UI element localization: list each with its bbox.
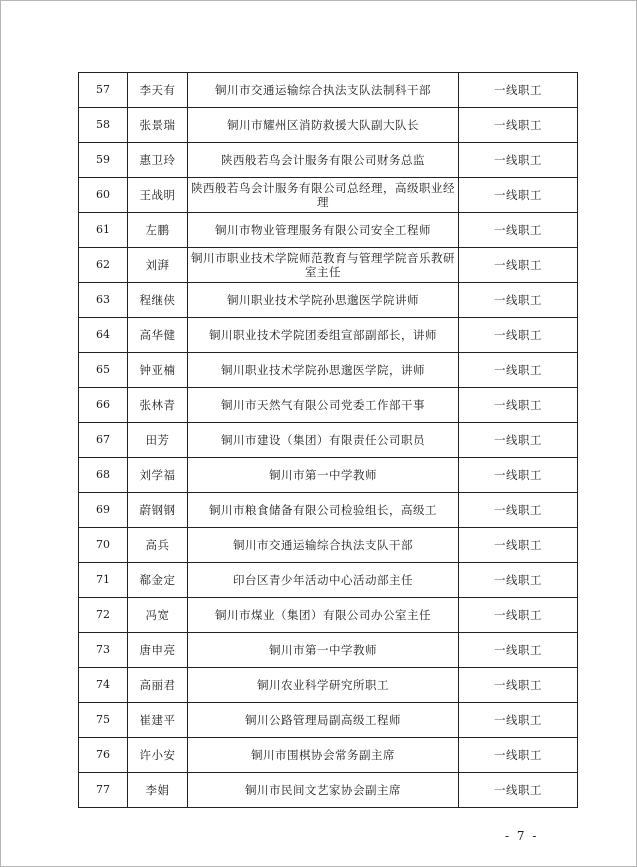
person-name: 张林青 [128,388,188,423]
row-number: 74 [79,668,128,703]
work-unit-and-title: 铜川市民间文艺家协会副主席 [188,773,459,808]
person-name: 蔚钢钢 [128,493,188,528]
table-row [79,738,578,773]
work-unit-and-title: 铜川农业科学研究所职工 [188,668,459,703]
table-row [79,563,578,598]
category: 一线职工 [459,528,578,563]
roster-table-body [79,73,578,808]
table-row [79,493,578,528]
category: 一线职工 [459,73,578,108]
table-row [79,458,578,493]
person-name: 李天有 [128,73,188,108]
table-row [79,143,578,178]
table-row [79,73,578,108]
person-name: 程继侠 [128,283,188,318]
table-row [79,703,578,738]
category: 一线职工 [459,703,578,738]
person-name: 钟亚楠 [128,353,188,388]
work-unit-and-title: 铜川市耀州区消防救援大队副大队长 [188,108,459,143]
page-number: - 7 - [505,829,539,843]
work-unit-and-title: 铜川市建设（集团）有限责任公司职员 [188,423,459,458]
table-row [79,773,578,808]
category: 一线职工 [459,668,578,703]
work-unit-and-title: 铜川市物业管理服务有限公司安全工程师 [188,213,459,248]
category: 一线职工 [459,388,578,423]
work-unit-and-title: 铜川市交通运输综合执法支队法制科干部 [188,73,459,108]
category: 一线职工 [459,598,578,633]
work-unit-and-title: 陕西般若鸟会计服务有限公司财务总监 [188,143,459,178]
category: 一线职工 [459,633,578,668]
category: 一线职工 [459,178,578,213]
row-number: 71 [79,563,128,598]
table-row [79,388,578,423]
work-unit-and-title: 铜川市第一中学教师 [188,458,459,493]
person-name: 崔建平 [128,703,188,738]
row-number: 75 [79,703,128,738]
row-number: 57 [79,73,128,108]
work-unit-and-title: 铜川职业技术学院孙思邈医学院，讲师 [188,353,459,388]
row-number: 65 [79,353,128,388]
work-unit-and-title: 铜川职业技术学院孙思邈医学院讲师 [188,283,459,318]
category: 一线职工 [459,143,578,178]
category: 一线职工 [459,353,578,388]
table-row [79,283,578,318]
row-number: 63 [79,283,128,318]
person-name: 高华健 [128,318,188,353]
row-number: 67 [79,423,128,458]
row-number: 68 [79,458,128,493]
row-number: 69 [79,493,128,528]
work-unit-and-title: 铜川市粮食储备有限公司检验组长，高级工 [188,493,459,528]
table-row [79,528,578,563]
table-row [79,633,578,668]
category: 一线职工 [459,738,578,773]
work-unit-and-title: 铜川职业技术学院团委组宣部副部长，讲师 [188,318,459,353]
row-number: 76 [79,738,128,773]
table-row [79,598,578,633]
work-unit-and-title: 陕西般若鸟会计服务有限公司总经理，高级职业经理 [188,178,459,213]
work-unit-and-title: 铜川市职业技术学院师范教育与管理学院音乐教研室主任 [188,248,459,283]
roster-table [78,72,578,808]
work-unit-and-title: 铜川市交通运输综合执法支队干部 [188,528,459,563]
row-number: 61 [79,213,128,248]
row-number: 72 [79,598,128,633]
work-unit-and-title: 铜川市天然气有限公司党委工作部干事 [188,388,459,423]
person-name: 李娟 [128,773,188,808]
person-name: 唐申亮 [128,633,188,668]
table-row [79,423,578,458]
category: 一线职工 [459,773,578,808]
row-number: 70 [79,528,128,563]
person-name: 左鹏 [128,213,188,248]
row-number: 77 [79,773,128,808]
work-unit-and-title: 铜川市煤业（集团）有限公司办公室主任 [188,598,459,633]
row-number: 60 [79,178,128,213]
row-number: 73 [79,633,128,668]
table-row [79,353,578,388]
category: 一线职工 [459,458,578,493]
person-name: 高兵 [128,528,188,563]
work-unit-and-title: 铜川市围棋协会常务副主席 [188,738,459,773]
row-number: 64 [79,318,128,353]
person-name: 郗金定 [128,563,188,598]
table-row [79,213,578,248]
person-name: 刘学福 [128,458,188,493]
table-row [79,318,578,353]
category: 一线职工 [459,108,578,143]
person-name: 许小安 [128,738,188,773]
row-number: 62 [79,248,128,283]
person-name: 惠卫玲 [128,143,188,178]
category: 一线职工 [459,248,578,283]
table-row [79,668,578,703]
person-name: 田芳 [128,423,188,458]
category: 一线职工 [459,493,578,528]
row-number: 66 [79,388,128,423]
person-name: 高丽君 [128,668,188,703]
person-name: 刘湃 [128,248,188,283]
category: 一线职工 [459,318,578,353]
work-unit-and-title: 铜川公路管理局副高级工程师 [188,703,459,738]
person-name: 冯宽 [128,598,188,633]
person-name: 王战明 [128,178,188,213]
table-row [79,248,578,283]
table-row [79,108,578,143]
table-row [79,178,578,213]
person-name: 张景瑞 [128,108,188,143]
category: 一线职工 [459,283,578,318]
work-unit-and-title: 印台区青少年活动中心活动部主任 [188,563,459,598]
category: 一线职工 [459,423,578,458]
row-number: 59 [79,143,128,178]
row-number: 58 [79,108,128,143]
category: 一线职工 [459,213,578,248]
work-unit-and-title: 铜川市第一中学教师 [188,633,459,668]
category: 一线职工 [459,563,578,598]
